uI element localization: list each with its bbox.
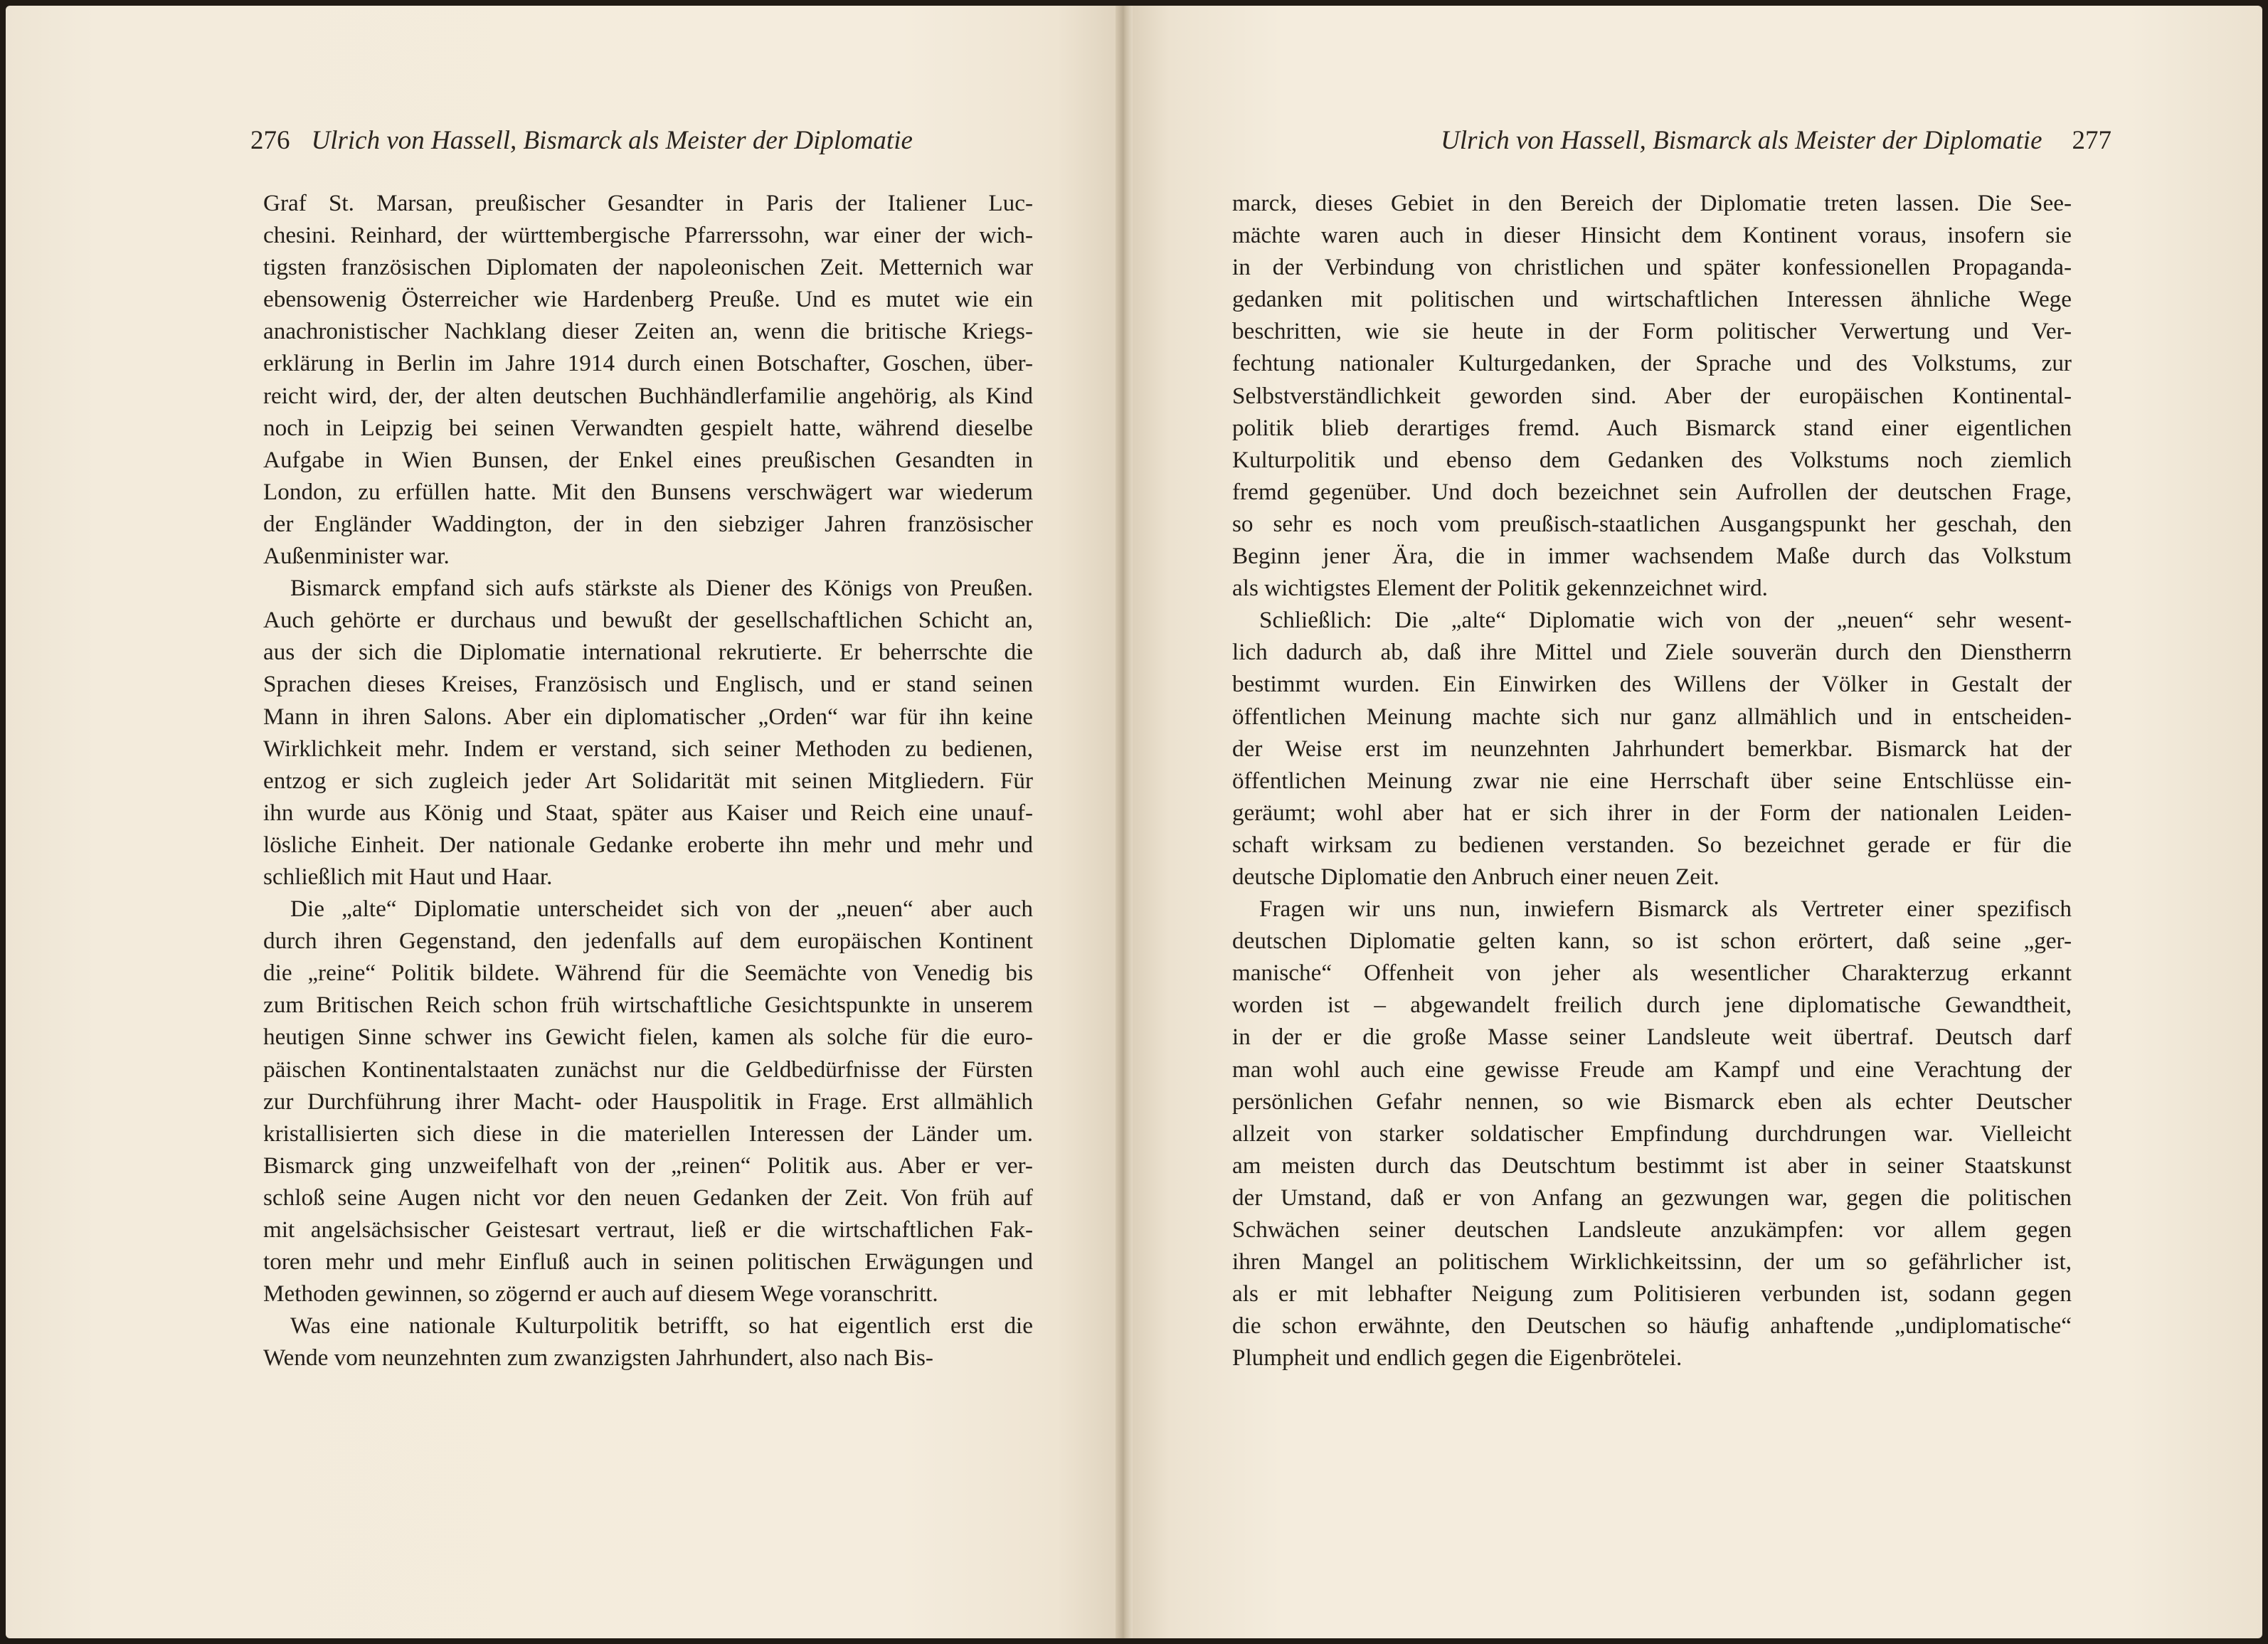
text-line: reicht wird, der, der alten deutschen Buchhändlerfamilie angehörig, als Kind <box>263 382 1033 409</box>
text-line: Schließlich: Die „alte“ Diplomatie wich von der „neuen“ sehr wesent- <box>1259 607 2072 634</box>
text-line: mächte waren auch in dieser Hinsicht dem Kontinent voraus, insofern sie <box>1232 222 2072 249</box>
text-line: zur Durchführung ihrer Macht- oder Hauspolitik in Frage. Erst allmählich <box>263 1088 1033 1115</box>
text-line: Aufgabe in Wien Bunsen, der Enkel eines preußischen Gesandten in <box>263 446 1033 473</box>
text-line: man wohl auch eine gewisse Freude am Kampf und eine Verachtung der <box>1232 1056 2072 1083</box>
text-line: beschritten, wie sie heute in der Form politischer Verwertung und Ver- <box>1232 318 2072 345</box>
text-line: ihn wurde aus König und Staat, später aus Kaiser und Reich eine unauf- <box>263 799 1033 826</box>
text-line: Methoden gewinnen, so zögernd er auch auf diesem Wege voranschritt. <box>263 1280 938 1308</box>
text-line: toren mehr und mehr Einfluß auch in seinen politischen Erwägungen und <box>263 1248 1033 1276</box>
text-line: fechtung nationaler Kulturgedanken, der Sprache und des Volkstums, zur <box>1232 350 2072 377</box>
text-line: Bismarck empfand sich aufs stärkste als Diener des Königs von Preußen. <box>290 575 1033 602</box>
text-line: öffentlichen Meinung machte sich nur ganz allmählich und in entscheiden- <box>1232 703 2072 730</box>
book-gutter <box>1116 6 1133 1638</box>
left-page <box>6 6 1124 1638</box>
text-line: der Umstand, daß er von Anfang an gezwungen war, gegen die politischen <box>1232 1184 2072 1211</box>
text-line: tigsten französischen Diplomaten der napoleonischen Zeit. Metternich war <box>263 254 1033 281</box>
text-line: worden ist – abgewandelt freilich durch jene diplomatische Gewandtheit, <box>1232 992 2072 1019</box>
text-line: lich dadurch ab, daß ihre Mittel und Ziele souverän durch den Dienstherrn <box>1232 639 2072 666</box>
right-page <box>1124 6 2262 1638</box>
text-line: Mann in ihren Salons. Aber ein diplomatischer „Orden“ war für ihn keine <box>263 703 1033 730</box>
right-page-number: 277 <box>2072 126 2111 155</box>
text-line: kristallisierten sich diese in die materiellen Interessen der Länder um. <box>263 1120 1033 1147</box>
text-line: zum Britischen Reich schon früh wirtschaftliche Gesichtspunkte in unserem <box>263 992 1033 1019</box>
text-line: gedanken mit politischen und wirtschaftlichen Interessen ähnliche Wege <box>1232 286 2072 313</box>
text-line: Außenminister war. <box>263 543 450 570</box>
text-line: am meisten durch das Deutschtum bestimmt ist aber in seiner Staatskunst <box>1232 1152 2072 1179</box>
text-line: lösliche Einheit. Der nationale Gedanke eroberte ihn mehr und mehr und <box>263 831 1033 858</box>
text-line: in der Verbindung von christlichen und später konfessionellen Propaganda- <box>1232 254 2072 281</box>
text-line: entzog er sich zugleich jeder Art Solidarität mit seinen Mitgliedern. Für <box>263 767 1033 794</box>
text-line: so sehr es noch vom preußisch-staatlichen Ausgangspunkt her geschah, den <box>1232 510 2072 537</box>
right-page-body <box>1232 187 2072 1374</box>
text-line: persönlichen Gefahr nennen, so wie Bismarck eben als echter Deutscher <box>1232 1088 2072 1115</box>
text-line: Graf St. Marsan, preußischer Gesandter in Paris der Italiener Luc- <box>263 190 1033 216</box>
text-line: mit angelsächsischer Geistesart vertraut, ließ er die wirtschaftlichen Fak- <box>263 1216 1033 1243</box>
text-line: heutigen Sinne schwer ins Gewicht fielen, kamen als solche für die euro- <box>263 1024 1033 1051</box>
text-line: deutsche Diplomatie den Anbruch einer neuen Zeit. <box>1232 863 1719 890</box>
text-line: Kulturpolitik und ebenso dem Gedanken des Volkstums noch ziemlich <box>1232 446 2072 473</box>
text-line: bestimmt wurden. Ein Einwirken des Willens der Völker in Gestalt der <box>1232 671 2072 698</box>
text-line: als er mit lebhafter Neigung zum Politisieren verbunden ist, sodann gegen <box>1232 1280 2072 1308</box>
text-line: fremd gegenüber. Und doch bezeichnet sein Aufrollen der deutschen Frage, <box>1232 478 2072 505</box>
left-page-header <box>250 125 913 156</box>
text-line: anachronistischer Nachklang dieser Zeiten an, wenn die britische Kriegs- <box>263 318 1033 345</box>
text-line: erklärung in Berlin im Jahre 1914 durch einen Botschafter, Goschen, über- <box>263 350 1033 377</box>
left-running-title: Ulrich von Hassell, Bismarck als Meister der Diplomatie <box>311 126 913 155</box>
text-line: Beginn jener Ära, die in immer wachsendem Maße durch das Volkstum <box>1232 543 2072 570</box>
text-line: Wende vom neunzehnten zum zwanzigsten Jahrhundert, also nach Bis- <box>263 1345 933 1372</box>
text-line: schaft wirksam zu bedienen verstanden. So bezeichnet gerade er für die <box>1232 831 2072 858</box>
text-line: noch in Leipzig bei seinen Verwandten gespielt hatte, während dieselbe <box>263 414 1033 441</box>
right-running-title: Ulrich von Hassell, Bismarck als Meister der Diplomatie <box>1441 126 2042 155</box>
text-line: Auch gehörte er durchaus und bewußt der gesellschaftlichen Schicht an, <box>263 607 1033 634</box>
text-line: ebensowenig Österreicher wie Hardenberg Preuße. Und es mutet wie ein <box>263 286 1033 313</box>
text-line: schließlich mit Haut und Haar. <box>263 863 553 890</box>
text-line: die schon erwähnte, den Deutschen so häufig anhaftende „undiplomatische“ <box>1232 1312 2072 1340</box>
text-line: Die „alte“ Diplomatie unterscheidet sich von der „neuen“ aber auch <box>290 896 1033 923</box>
text-line: Bismarck ging unzweifelhaft von der „reinen“ Politik aus. Aber er ver- <box>263 1152 1033 1179</box>
text-line: der Engländer Waddington, der in den siebziger Jahren französischer <box>263 510 1033 537</box>
text-line: öffentlichen Meinung zwar nie eine Herrschaft über seine Entschlüsse ein- <box>1232 767 2072 794</box>
text-line: schloß seine Augen nicht vor den neuen Gedanken der Zeit. Von früh auf <box>263 1184 1033 1211</box>
text-line: Sprachen dieses Kreises, Französisch und Englisch, und er stand seinen <box>263 671 1033 698</box>
text-line: Schwächen seiner deutschen Landsleute anzukämpfen: vor allem gegen <box>1232 1216 2072 1243</box>
text-line: der Weise erst im neunzehnten Jahrhundert bemerkbar. Bismarck hat der <box>1232 735 2072 762</box>
text-line: London, zu erfüllen hatte. Mit den Bunsens verschwägert war wiederum <box>263 478 1033 505</box>
text-line: durch ihren Gegenstand, den jedenfalls auf dem europäischen Kontinent <box>263 928 1033 955</box>
text-line: Plumpheit und endlich gegen die Eigenbrötelei. <box>1232 1345 1683 1372</box>
text-line: als wichtigstes Element der Politik gekennzeichnet wird. <box>1232 575 1768 602</box>
text-line: marck, dieses Gebiet in den Bereich der Diplomatie treten lassen. Die See- <box>1232 190 2072 216</box>
text-line: manische“ Offenheit von jeher als wesentlicher Charakterzug erkannt <box>1232 960 2072 987</box>
text-line: allzeit von starker soldatischer Empfindung durchdrungen war. Vielleicht <box>1232 1120 2072 1147</box>
text-line: in der er die große Masse seiner Landsleute weit übertraf. Deutsch darf <box>1232 1024 2072 1051</box>
text-line: deutschen Diplomatie gelten kann, so ist schon erörtert, daß seine „ger- <box>1232 928 2072 955</box>
text-line: politik blieb derartiges fremd. Auch Bismarck stand einer eigentlichen <box>1232 414 2072 441</box>
text-line: die „reine“ Politik bildete. Während für die Seemächte von Venedig bis <box>263 960 1033 987</box>
text-line: chesini. Reinhard, der württembergische Pfarrerssohn, war einer der wich- <box>263 222 1033 249</box>
left-page-body <box>263 187 1033 1374</box>
text-line: ihren Mangel an politischem Wirklichkeitssinn, der um so gefährlicher ist, <box>1232 1248 2072 1276</box>
text-line: Fragen wir uns nun, inwiefern Bismarck als Vertreter einer spezifisch <box>1259 896 2072 923</box>
right-page-header <box>1441 125 2111 156</box>
text-line: Wirklichkeit mehr. Indem er verstand, sich seiner Methoden zu bedienen, <box>263 735 1033 762</box>
text-line: aus der sich die Diplomatie international rekrutierte. Er beherrschte die <box>263 639 1033 666</box>
text-line: geräumt; wohl aber hat er sich ihrer in der Form der nationalen Leiden- <box>1232 799 2072 826</box>
left-page-number: 276 <box>250 126 290 155</box>
text-line: Selbstverständlichkeit geworden sind. Aber der europäischen Kontinental- <box>1232 382 2072 409</box>
text-line: Was eine nationale Kulturpolitik betrifft, so hat eigentlich erst die <box>290 1312 1033 1340</box>
text-line: päischen Kontinentalstaaten zunächst nur die Geldbedürfnisse der Fürsten <box>263 1056 1033 1083</box>
